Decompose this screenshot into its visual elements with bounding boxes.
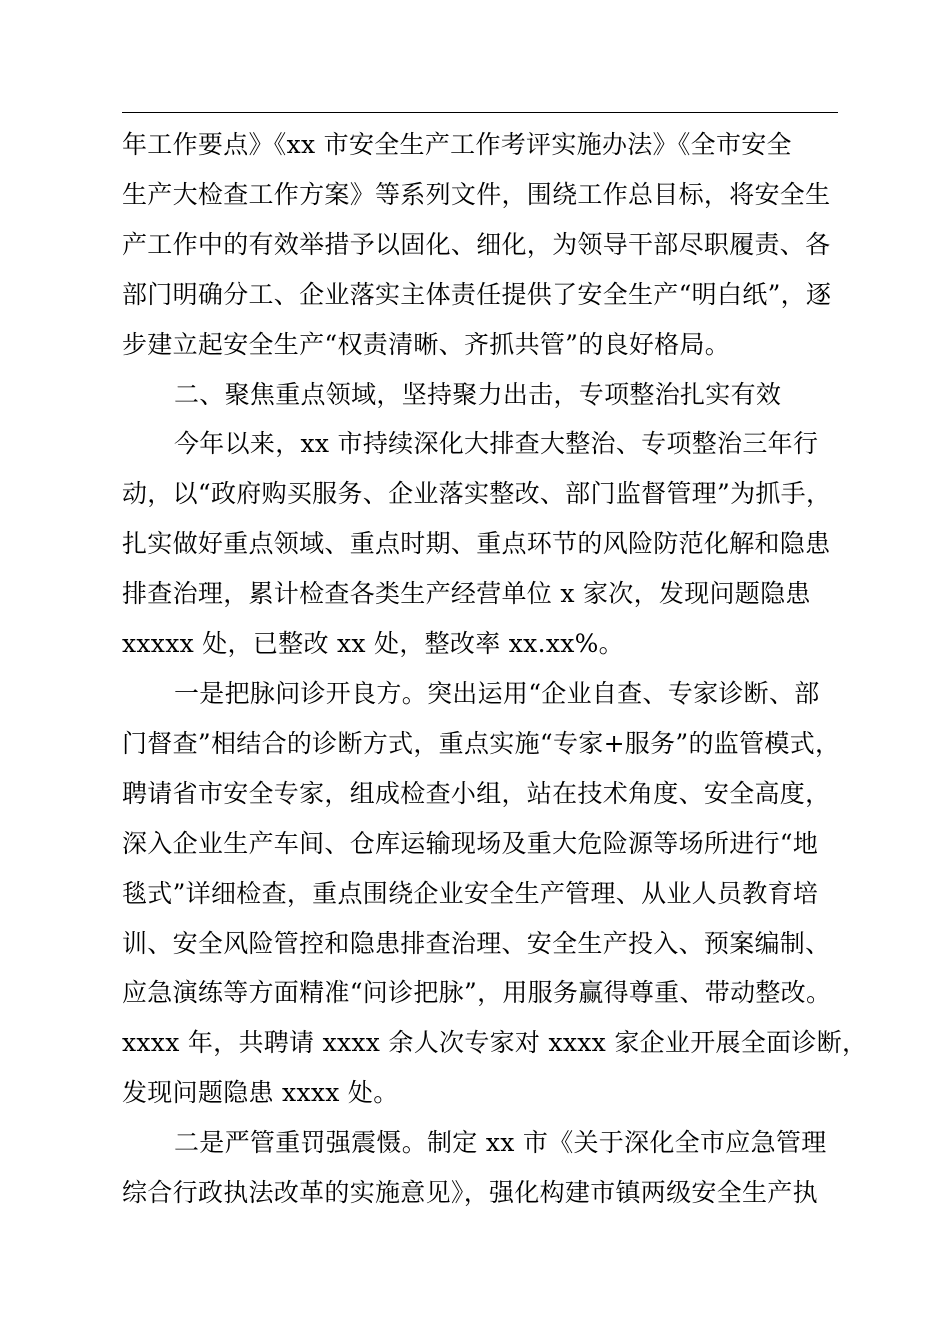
- text-line: 产工作中的有效举措予以固化、细化，为领导干部尽职履责、各: [122, 229, 831, 259]
- text-line: 排查治理，累计检查各类生产经营单位 x 家次，发现问题隐患: [122, 579, 811, 609]
- text-line: 今年以来，xx 市持续深化大排查大整治、专项整治三年行: [174, 429, 819, 459]
- text-line: xxxxx 处，已整改 xx 处，整改率 xx.xx%。: [122, 629, 624, 659]
- text-line: 应急演练等方面精准“问诊把脉”，用服务赢得尊重、带动整改。: [122, 978, 832, 1008]
- text-line: 一是把脉问诊开良方。突出运用“企业自查、专家诊断、部: [174, 678, 820, 708]
- text-line: 年工作要点》《xx 市安全生产工作考评实施办法》《全市安全: [122, 130, 792, 159]
- section-heading: [122, 370, 842, 420]
- text-line: 深入企业生产车间、仓库运输现场及重大危险源等场所进行“地: [122, 828, 819, 858]
- document-body: [122, 120, 868, 1218]
- text-line: 步建立起安全生产“权责清晰、齐抓共管”的良好格局。: [122, 329, 731, 359]
- text-line: 毯式”详细检查，重点围绕企业安全生产管理、从业人员教育培: [122, 878, 819, 908]
- paragraph-1: [122, 120, 842, 370]
- text-line: 动，以“政府购买服务、企业落实整改、部门监督管理”为抓手，: [122, 479, 832, 509]
- text-line: 训、安全风险管控和隐患排查治理、安全生产投入、预案编制、: [122, 928, 831, 958]
- text-line: 生产大检查工作方案》等系列文件，围绕工作总目标，将安全生: [122, 179, 831, 209]
- text-line: 二是严管重罚强震慑。制定 xx 市《关于深化全市应急管理: [174, 1128, 827, 1158]
- text-line: 综合行政执法改革的实施意见》，强化构建市镇两级安全生产执: [122, 1178, 818, 1208]
- paragraph-3: [122, 419, 842, 669]
- header-rule: [122, 112, 838, 113]
- text-line: xxxx 年，共聘请 xxxx 余人次专家对 xxxx 家企业开展全面诊断，: [122, 1028, 868, 1058]
- text-line: 门督查”相结合的诊断方式，重点实施“专家+服务”的监管模式，: [122, 728, 841, 758]
- text-line: 扎实做好重点领域、重点时期、重点环节的风险防范化解和隐患: [122, 529, 831, 559]
- text-line: 聘请省市安全专家，组成检查小组，站在技术角度、安全高度，: [122, 778, 831, 808]
- text-line: 部门明确分工、企业落实主体责任提供了安全生产“明白纸”，逐: [122, 279, 832, 309]
- paragraph-5: [122, 1118, 842, 1218]
- text-line: 二、聚焦重点领域，坚持聚力出击，专项整治扎实有效: [174, 379, 782, 409]
- text-line: 发现问题隐患 xxxx 处。: [122, 1078, 399, 1108]
- paragraph-4: [122, 669, 868, 1118]
